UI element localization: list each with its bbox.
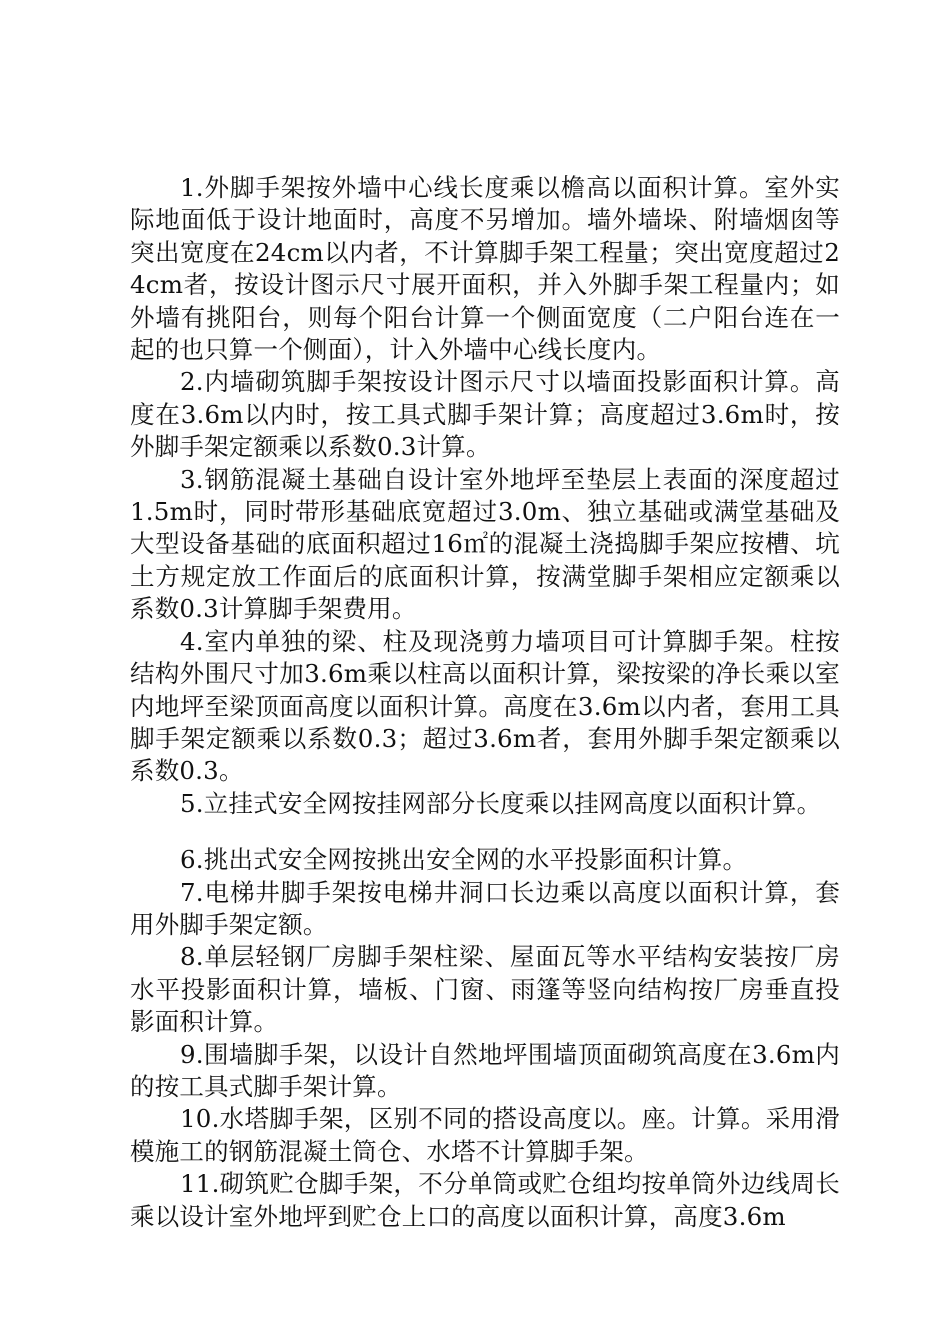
document-body	[130, 172, 840, 1233]
paragraph-9: 9.围墙脚手架，以设计自然地坪围墙顶面砌筑高度在3.6m内的按工具式脚手架计算。	[130, 1039, 840, 1101]
paragraph-4: 4.室内单独的梁、柱及现浇剪力墙项目可计算脚手架。柱按结构外围尺寸加3.6m乘以柱高以面积计算，梁按梁的净长乘以室内地坪至梁顶面高度以面积计算。高度在3.6m以内者，套用工具脚手架定额乘以系数0.3；超过3.6m者，套用外脚手架定额乘以系数0.3。	[130, 626, 840, 786]
paragraph-1: 1.外脚手架按外墙中心线长度乘以檐高以面积计算。室外实际地面低于设计地面时，高度不另增加。墙外墙垛、附墙烟囱等突出宽度在24cm以内者，不计算脚手架工程量；突出宽度超过24cm者，按设计图示尺寸展开面积，并入外脚手架工程量内；如外墙有挑阳台，则每个阳台计算一个侧面宽度（二户阳台连在一起的也只算一个侧面），计入外墙中心线长度内。	[130, 173, 840, 365]
paragraph-3: 3.钢筋混凝土基础自设计室外地坪至垫层上表面的深度超过1.5m时，同时带形基础底宽超过3.0m、独立基础或满堂基础及大型设备基础的底面积超过16㎡的混凝土浇捣脚手架应按槽、坑土方规定放工作面后的底面积计算，按满堂脚手架相应定额乘以系数0.3计算脚手架费用。	[130, 464, 840, 624]
paragraph-8: 8.单层轻钢厂房脚手架柱梁、屋面瓦等水平结构安装按厂房水平投影面积计算，墙板、门窗、雨篷等竖向结构按厂房垂直投影面积计算。	[130, 942, 840, 1037]
paragraph-2: 2.内墙砌筑脚手架按设计图示尺寸以墙面投影面积计算。高度在3.6m以内时，按工具式脚手架计算；高度超过3.6m时，按外脚手架定额乘以系数0.3计算。	[130, 367, 840, 462]
paragraph-11: 11.砌筑贮仓脚手架，不分单筒或贮仓组均按单筒外边线周长乘以设计室外地坪到贮仓上口的高度以面积计算，高度3.6m	[130, 1169, 840, 1231]
paragraph-6: 6.挑出式安全网按挑出安全网的水平投影面积计算。	[180, 845, 748, 875]
paragraph-10: 10.水塔脚手架，区别不同的搭设高度以。座。计算。采用滑模施工的钢筋混凝土筒仓、水塔不计算脚手架。	[130, 1104, 840, 1166]
paragraph-5: 5.立挂式安全网按挂网部分长度乘以挂网高度以面积计算。	[180, 788, 822, 818]
paragraph-7: 7.电梯井脚手架按电梯井洞口长边乘以高度以面积计算，套用外脚手架定额。	[130, 877, 840, 939]
